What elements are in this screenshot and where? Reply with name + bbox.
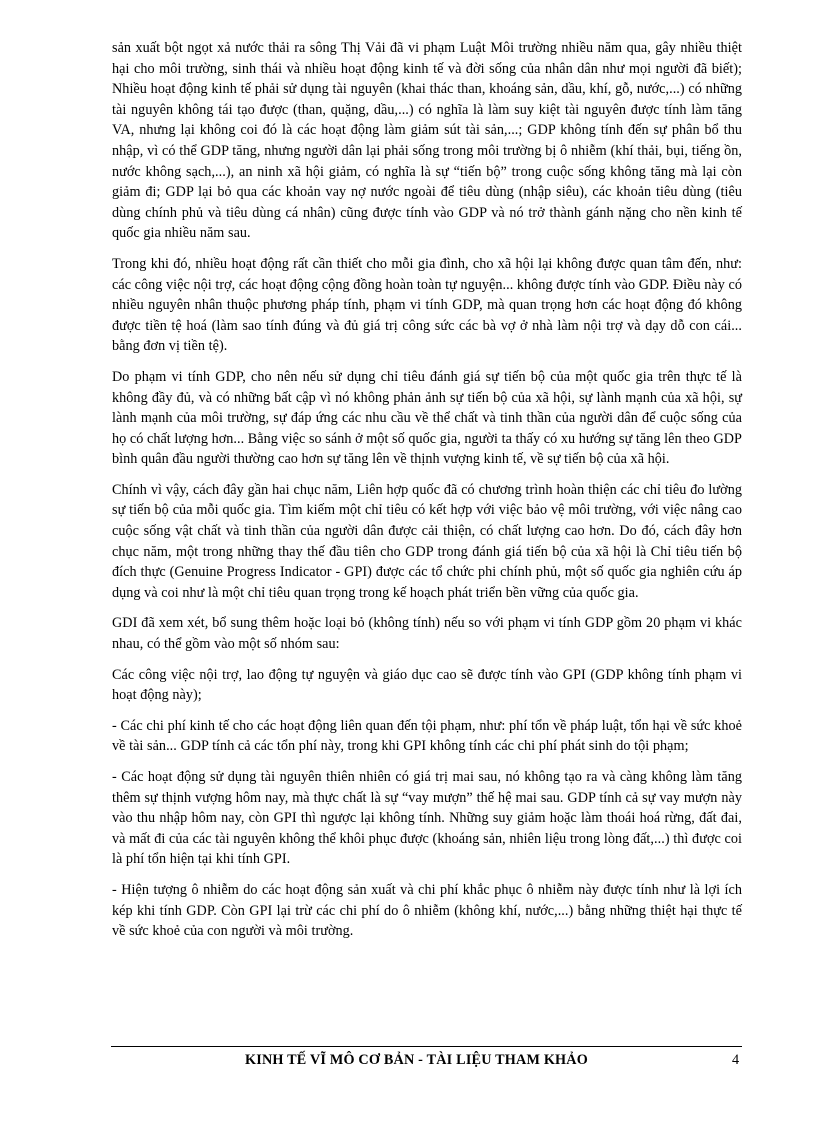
paragraph-natural-resources: - Các hoạt động sử dụng tài nguyên thiên nhiên có giá trị mai sau, nó không tạo ra và càng không làm tăng thêm sự thịnh vượng hôm nay, mà thực chất là sự “vay mượn” thế hệ mai sau. GDP tính cả sự vay mượn này vào thu nhập hôm nay, còn GPI thì ngược lại không tính. Những suy giảm hoặc làm thoái hoá rừng, đất đai, và mất đi của các tài nguyên không thể khôi phục được (khoáng sản, nhiên liệu trong lòng đất,...) thì được coi là phí tổn hiện tại khi tính GPI. — [112, 769, 742, 868]
paragraph-unpaid-activities: Trong khi đó, nhiều hoạt động rất cần thiết cho mỗi gia đình, cho xã hội lại không được quan tâm đến, như: các công việc nội trợ, các hoạt động cộng đồng hoàn toàn tự nguyện... không được tính vào GDP. Điều này có nhiều nguyên nhân thuộc phương pháp tính, phạm vi tính GDP, mà quan trọng hơn các hoạt động đó không được tiền tệ hoá (làm sao tính đúng và đủ giá trị công sức các bà vợ ở nhà làm nội trợ và dạy dỗ con cái... bằng đơn vị tiền tệ). — [112, 255, 742, 355]
paragraph-gdi-groups: GDI đã xem xét, bổ sung thêm hoặc loại bỏ (không tính) nếu so với phạm vi tính GDP gồm 20 phạm vi khác nhau, có thể gồm vào một số nhóm sau: — [112, 615, 742, 653]
footer-title: KINH TẾ VĨ MÔ CƠ BẢN - TÀI LIỆU THAM KHẢO — [245, 1052, 588, 1068]
paragraph-gdp-scope: Do phạm vi tính GDP, cho nên nếu sử dụng chỉ tiêu đánh giá sự tiến bộ của một quốc gia trên thực tế là không đầy đủ, và có những bất cập vì nó không phản ảnh sự tiến bộ của xã hội, sự lành mạnh của xã hội, sự lành mạnh của môi trường, sự đáp ứng các nhu cầu về thể chất và tinh thần của người dân để cuộc sống của họ có chất lượng hơn... Bằng việc so sánh ở một số quốc gia, người ta thấy có xu hướng sự tăng lên theo GDP bình quân đầu người thường cao hơn sự tăng lên về thịnh vượng kinh tế, về sự tiến bộ của xã hội. — [112, 368, 742, 468]
paragraph-pollution: - Hiện tượng ô nhiễm do các hoạt động sản xuất và chi phí khắc phục ô nhiễm này được tính như là lợi ích kép khi tính GDP. Còn GPI lại trừ các chi phí do ô nhiễm (không khí, nước,...) bằng những thiệt hại thực tế về sức khoẻ của con người và môi trường. — [112, 881, 742, 940]
paragraph-crime-costs: - Các chi phí kinh tế cho các hoạt động liên quan đến tội phạm, như: phí tổn về pháp luật, tổn hại về sức khoẻ về tài sản... GDP tính cả các tổn phí này, trong khi GPI không tính các chi phí phát sinh do tội phạm; — [112, 717, 742, 755]
document-body — [112, 38, 742, 952]
paragraph-housework: Các công việc nội trợ, lao động tự nguyện và giáo dục cao sẽ được tính vào GPI (GDP không tính phạm vi hoạt động này); — [112, 666, 742, 704]
page-number: 4 — [732, 1052, 740, 1068]
paragraph-gdp-limitations: sản xuất bột ngọt xả nước thải ra sông Thị Vải đã vi phạm Luật Môi trường nhiều năm qua, gây nhiều thiệt hại cho môi trường, sinh thái và nhiều hoạt động kinh tế và đời sống của nhân dân như mọi người đã biết); Nhiều hoạt động kinh tế phải sử dụng tài nguyên (khai thác than, khoáng sản, dầu, khí, gỗ, nước,...) có những tài nguyên không tái tạo được (than, quặng, dầu,...) có nghĩa là làm suy kiệt tài nguyên được tính làm tăng VA, nhưng lại không coi đó là các hoạt động làm giảm sút tài sản,...; GDP không tính đến sự phân bổ thu nhập, vì có thể GDP tăng, nhưng người dân lại phải sống trong môi trường bị ô nhiễm (khí thải, bụi, tiếng ồn, nước không sạch,...), an ninh xã hội giảm, có nghĩa là sự “tiến bộ” trong cuộc sống không tăng mà lại còn giảm đi; GDP lại bỏ qua các khoản vay nợ nước ngoài để tiêu dùng (nhập siêu), các khoản tiêu dùng (tiêu dùng chính phủ và tiêu dùng cá nhân) cũng được tính vào GDP và nó trở thành gánh nặng cho nền kinh tế quốc gia nhiều năm sau. — [112, 40, 742, 242]
footer-divider — [111, 1046, 742, 1047]
paragraph-gpi-introduction: Chính vì vậy, cách đây gần hai chục năm, Liên hợp quốc đã có chương trình hoàn thiện các chỉ tiêu đo lường sự tiến bộ của mỗi quốc gia. Tìm kiếm một chỉ tiêu có kết hợp với việc bảo vệ môi trường, với việc nâng cao cuộc sống vật chất và tinh thần của người dân được cải thiện, có chất lượng cao hơn. Do đó, cách đây hơn chục năm, một trong những thay thế đầu tiên cho GDP trong đánh giá tiến bộ của xã hội là Chỉ tiêu tiến bộ đích thực (Genuine Progress Indicator - GPI) được các tổ chức phi chính phủ, một số quốc gia nghiên cứu áp dụng và coi như là một chỉ tiêu quan trọng trong kế hoạch phát triển bền vững của quốc gia. — [112, 481, 742, 601]
